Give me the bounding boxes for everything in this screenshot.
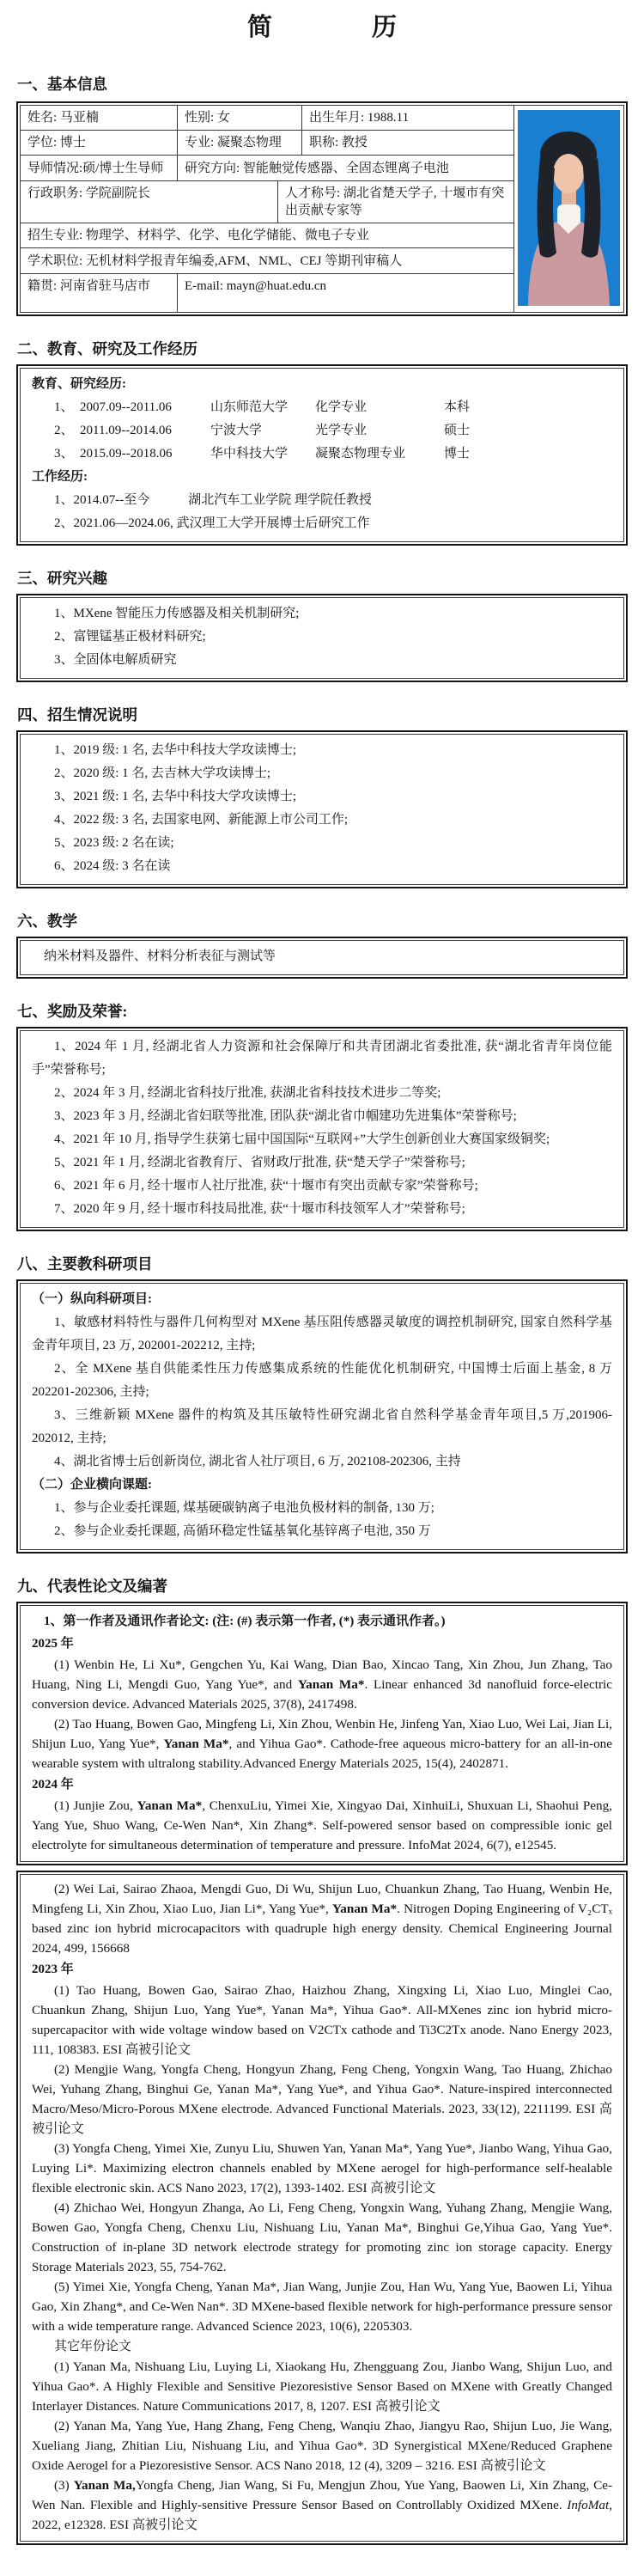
year-label-2025: 2025 年 (32, 1637, 74, 1651)
projects-box (20, 1283, 624, 1550)
table-row (21, 181, 514, 223)
hometown-field: 籍贯: 河南省驻马店市 (21, 274, 178, 312)
enrollment-item: 2、2020 级: 1 名, 去吉林大学攻读博士; (54, 766, 271, 780)
basic-info-table (20, 105, 624, 313)
work-item: 1、2014.07--至今 湖北汽车工业学院 理学院任教授 (54, 493, 372, 507)
awards-box (20, 1030, 624, 1228)
project-item: 2、参与企业委托课题, 高循环稳定性锰基氧化基锌离子电池, 350 万 (54, 1524, 431, 1538)
section-heading-publications: 九、代表性论文及编著 (17, 1578, 167, 1595)
publication-entry: (5) Yimei Xie, Yongfa Cheng, Yanan Ma*, Jian Wang, Junjie Zou, Han Wu, Yang Yue, Baowen Li, Yihua Gao, Xin Zhang*, and Ce-Wen Nan*. 3D MXene-based flexible network for high-performance pressure sensor with a wide temperature range. Advanced Science 2023, 10(6), 2205303. (32, 2280, 612, 2334)
gender-field: 性别: 女 (178, 106, 302, 130)
project-item: 1、参与企业委托课题, 煤基硬碳钠离子电池负极材料的制备, 130 万; (54, 1501, 434, 1515)
major-field: 专业: 凝聚态物理 (178, 131, 302, 155)
talent-title-field: 人才称号: 湖北省楚天学子, 十堰市有突出贡献专家等 (285, 186, 505, 217)
enrollment-item: 3、2021 级: 1 名, 去华中科技大学攻读博士; (54, 790, 297, 803)
table-row (21, 223, 514, 248)
publication-entry: (1) Junjie Zou, Yanan Ma*, ChenxuLiu, Yimei Xie, Xingyao Dai, XinhuiLi, Shuxuan Li, Shaohui Peng, Yang Yue, Shuo Wang, Ce-Wen Nan*, Xin Zhang*. Self-powered sensor based on compressible ionic gel electrolyte for simultaneous determination of temperature and pressure. InfoMat 2024, 6(7), e12545. (32, 1798, 612, 1853)
table-row (21, 131, 514, 156)
enroll-majors-field: 招生专业: 物理学、材料学、化学、电化学储能、微电子专业 (27, 229, 369, 242)
table-row (21, 248, 514, 274)
publications-box-1 (20, 1605, 624, 1862)
interest-item: 3、全固体电解质研究 (54, 653, 177, 667)
admin-post-field: 行政职务: 学院副院长 (21, 181, 278, 223)
award-item: 2、2024 年 3 月, 经湖北省科技厅批准, 获湖北省科技技术进步二等奖; (54, 1086, 441, 1100)
id-photo (513, 106, 623, 312)
enrollment-item: 4、2022 级: 3 名, 去国家电网、新能源上市公司工作; (54, 813, 349, 827)
vertical-projects-subheading: （一）纵向科研项目: (32, 1292, 152, 1306)
publication-entry: (1) Tao Huang, Bowen Gao, Sairao Zhao, Haizhou Zhang, Xingxing Li, Xiao Luo, Minglei Cao, Chuankun Zhang, Shijun Luo, Yang Yue*, Yanan Ma*, Yihua Gao*. All-MXenes zinc ion hybrid micro-supercapacitor with wide voltage window based on V2CTx cathode and Ti3C2Tx anode. Nano Energy 2023, 111, 108383. ESI 高被引论文 (32, 1983, 612, 2057)
award-item: 7、2020 年 9 月, 经十堰市科技局批准, 获“十堰市科技领军人才”荣誉称号; (54, 1202, 465, 1216)
table-row (21, 106, 514, 131)
interest-item: 2、富锂锰基正极材料研究; (54, 630, 206, 644)
section-heading-interests: 三、研究兴趣 (17, 570, 107, 587)
table-row (21, 274, 514, 312)
research-direction-field: 研究方向: 智能触觉传感器、全固态锂离子电池 (185, 161, 449, 175)
award-item: 1、2024 年 1 月, 经湖北省人力资源和社会保障厅和共青团湖北省委批准, 获“湖北省青年岗位能手”荣誉称号; (32, 1040, 612, 1077)
project-item: 3、三维新颖 MXene 器件的构筑及其压敏特性研究湖北省自然科学基金青年项目,5 万,201906-202012, 主持; (32, 1408, 612, 1445)
publication-entry: (1) Yanan Ma, Nishuang Liu, Luying Li, Xiaokang Hu, Zhengguang Zou, Jianbo Wang, Shijun Luo, and Yihua Gao*. A Highly Flexible and Sensitive Piezoresistive Sensor Based on MXene with Greatly Changed Interlayer Distances. Nature Communications 2017, 8, 1207. ESI 高被引论文 (32, 2359, 612, 2414)
education-subheading: 教育、研究经历: (32, 377, 126, 391)
publication-entry: (3) Yongfa Cheng, Yimei Xie, Zunyu Liu, Shuwen Yan, Yanan Ma*, Yang Yue*, Jianbo Wang, Yihua Gao, Luying Li*. Maximizing electron channels enabled by MXene aerogel for high-performance self-healable flexible electronic skin. ACS Nano 2023, 17(2), 1393-1402. ESI 高被引论文 (32, 2141, 612, 2195)
work-subheading: 工作经历: (32, 470, 88, 484)
work-item: 2、2021.06—2024.06, 武汉理工大学开展博士后研究工作 (54, 516, 370, 530)
enrollment-item: 6、2024 级: 3 名在读 (54, 859, 171, 873)
section-heading-education: 二、教育、研究及工作经历 (17, 340, 197, 357)
interests-box (20, 597, 624, 679)
mentor-field: 导师情况:硕/博士生导师 (21, 156, 178, 180)
award-item: 4、2021 年 10 月, 指导学生获第七届中国国际“互联网+”大学生创新创业大赛国家级铜奖; (54, 1132, 550, 1146)
interest-item: 1、MXene 智能压力传感器及相关机制研究; (54, 607, 300, 620)
project-item: 1、敏感材料特性与器件几何构型对 MXene 基压阻传感器灵敏度的调控机制研究, 国家自然科学基金青年项目, 23 万, 202001-202212, 主持; (32, 1315, 612, 1352)
section-heading-awards: 七、奖励及荣誉: (17, 1003, 128, 1020)
degree-field: 学位: 博士 (21, 131, 178, 155)
enrollment-item: 5、2023 级: 2 名在读; (54, 836, 174, 850)
publication-entry: (4) Zhichao Wei, Hongyun Zhanga, Ao Li, Feng Cheng, Yongxin Wang, Yuhang Zhang, Mengjie Wang, Bowen Gao, Yongfa Cheng, Chenxu Liu, Nishuang Liu, Yanan Ma*, Binghui Ge,Yihua Gao, Yang Yue*. Construction of in-plane 3D network electrode strategy for promoting zinc ion storage capacity. Energy Storage Materials 2023, 55, 754-762. (32, 2201, 612, 2274)
email-field: E-mail: mayn@huat.edu.cn (185, 279, 327, 293)
birthdate-field: 出生年月: 1988.11 (309, 111, 410, 125)
publication-entry: (1) Wenbin He, Li Xu*, Gengchen Yu, Kai Wang, Dian Bao, Xincao Tang, Xin Zhou, Jun Zhang, Tao Huang, Ning Li, Mengdi Guo, Yang Yue*, and Yanan Ma*. Linear enhanced 3d nanofluid force-electric conversion device. Advanced Materials 2025, 37(8), 2417498. (32, 1657, 612, 1712)
teaching-box (20, 940, 624, 975)
project-item: 2、全 MXene 基自供能柔性压力传感集成系统的性能优化机制研究, 中国博士后面上基金, 8 万 202201-202306, 主持; (32, 1362, 612, 1399)
horizontal-projects-subheading: （二）企业横向课题: (32, 1478, 152, 1492)
table-row (21, 156, 514, 181)
person-face (553, 154, 584, 193)
publications-intro: 1、第一作者及通讯作者论文: (注: (#) 表示第一作者, (*) 表示通讯作者。) (44, 1615, 446, 1628)
document-title: 简 历 (246, 14, 397, 41)
section-heading-teaching: 六、教学 (17, 913, 77, 930)
name-field: 姓名: 马亚楠 (21, 106, 178, 130)
year-label-2023: 2023 年 (32, 1963, 74, 1976)
education-item: 1、 2007.09--2011.06 山东师范大学 化学专业 本科 (54, 400, 471, 414)
teaching-content: 纳米材料及器件、材料分析表征与测试等 (44, 949, 276, 963)
portrait-photo-graphic (518, 110, 620, 306)
section-heading-enrollment: 四、招生情况说明 (17, 706, 137, 723)
publication-entry: (2) Tao Huang, Bowen Gao, Mingfeng Li, Xin Zhou, Wenbin He, Jinfeng Yan, Xiao Luo, Wei Lai, Jian Li, Shijun Luo, Yang Yue*, Yanan Ma*, and Yihua Gao*. Cathode-free aqueous micro-battery for an all-in-one wearable system with ultralong stability.Advanced Energy Materials 2025, 15(4), 2402871. (32, 1717, 613, 1771)
other-years-label: 其它年份论文 (54, 2340, 132, 2353)
publications-box-2 (20, 1874, 624, 2542)
enrollment-box (20, 734, 624, 885)
academic-posts-field: 学术职位: 无机材料学报青年编委,AFM、NML、CEJ 等期刊审稿人 (27, 253, 403, 268)
award-item: 3、2023 年 3 月, 经湖北省妇联等批准, 团队获“湖北省巾帼建功先进集体”荣誉称号; (54, 1109, 517, 1123)
education-box (20, 368, 624, 542)
section-heading-projects: 八、主要教科研项目 (17, 1255, 153, 1273)
enrollment-item: 1、2019 级: 1 名, 去华中科技大学攻读博士; (54, 743, 297, 757)
award-item: 6、2021 年 6 月, 经十堰市人社厅批准, 获“十堰市有突出贡献专家”荣誉称号; (54, 1179, 478, 1193)
publication-entry: (2) Yanan Ma, Yang Yue, Hang Zhang, Feng Cheng, Wanqiu Zhao, Jiangyu Rao, Shijun Luo, Jie Wang, Xueliang Jiang, Zhitian Liu, Nishuang Liu, and Yihua Gao*. 3D Synergistical MXene/Reduced Graphene Oxide Aerogel for a Piezoresistive Sensor. ACS Nano 2018, 12 (4), 3209 – 3216. ESI 高被引论文 (32, 2419, 612, 2473)
title-field: 职称: 教授 (309, 136, 368, 150)
year-label-2024: 2024 年 (32, 1778, 74, 1792)
basic-info-rows (21, 106, 514, 312)
publication-entry: (2) Mengjie Wang, Yongfa Cheng, Hongyun Zhang, Feng Cheng, Yongxin Wang, Tao Huang, Zhichao Wei, Yuhang Zhang, Binghui Ge, Yanan Ma*, Yang Yue*, and Yihua Gao*. Nature-inspired interconnected Macro/Meso/Micro-Porous MXene electrode. Advanced Functional Materials. 2023, 33(12), 2211199. ESI 高被引论文 (32, 2062, 612, 2136)
publication-entry: (2) Wei Lai, Sairao Zhaoa, Mengdi Guo, Di Wu, Shijun Luo, Chuankun Zhang, Tao Huang, Wenbin He, Mingfeng Li, Xin Zhou, Xiao Luo, Jian Li*, Yang Yue*, Yanan Ma*. Nitrogen Doping Engineering of V₂CTₓ based zinc ion hybrid microcapacitors with quadruple high energy density. Chemical Engineering Journal 2024, 499, 156668 (32, 1882, 613, 1956)
project-item: 4、湖北省博士后创新岗位, 湖北省人社厅项目, 6 万, 202108-202306, 主持 (54, 1455, 461, 1468)
award-item: 5、2021 年 1 月, 经湖北省教育厅、省财政厅批准, 获“楚天学子”荣誉称号; (54, 1156, 465, 1169)
publication-entry: (3) Yanan Ma,Yongfa Cheng, Jian Wang, Si Fu, Mengjun Zhou, Yue Yang, Baowen Li, Xin Zhang, Ce-Wen Nan. Flexible and Highly-sensitive Pressure Sensor Based on Controllably Oxidized MXene. InfoMat, 2022, e12328. ESI 高被引论文 (32, 2478, 613, 2532)
education-item: 3、 2015.09--2018.06 华中科技大学 凝聚态物理专业 博士 (54, 447, 471, 461)
section-heading-basic-info: 一、基本信息 (17, 76, 107, 93)
education-item: 2、 2011.09--2014.06 宁波大学 光学专业 硕士 (54, 424, 471, 437)
